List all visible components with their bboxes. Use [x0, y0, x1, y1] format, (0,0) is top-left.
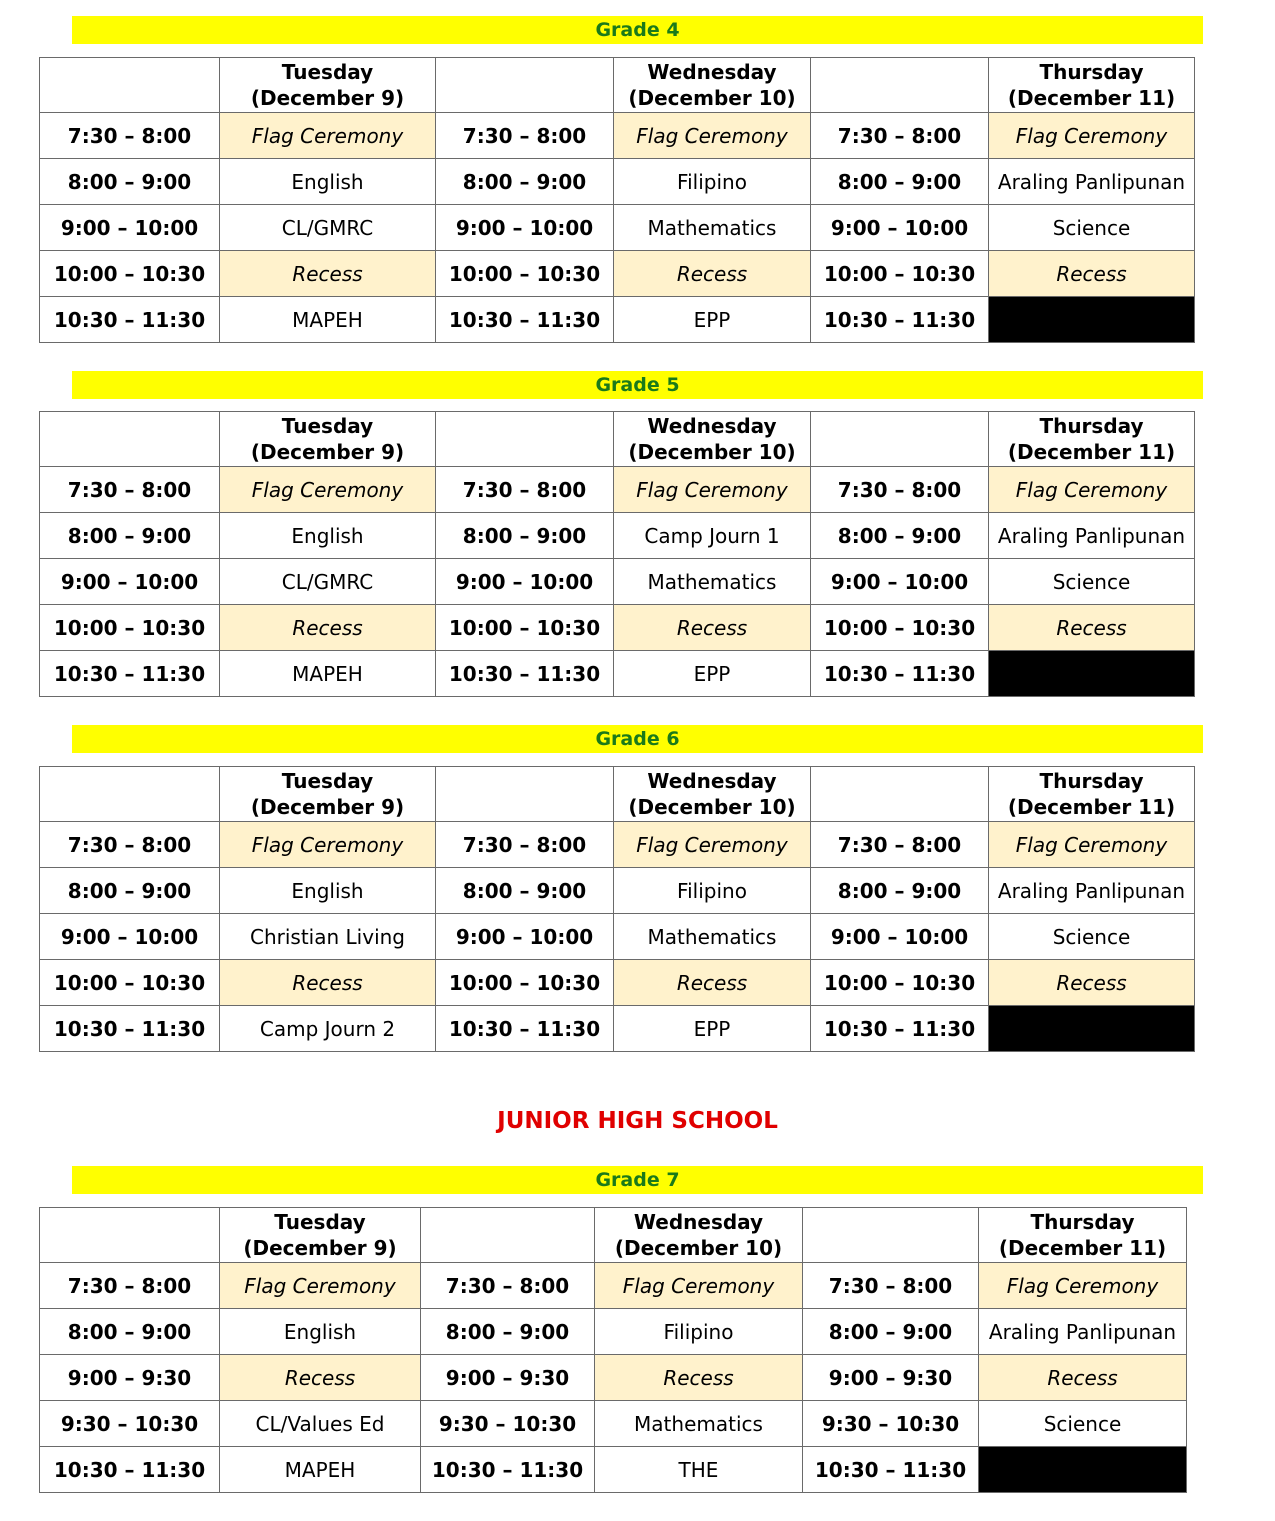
time-slot-cell: 10:30 – 11:30: [811, 1006, 989, 1052]
header-row: [40, 58, 1195, 113]
header-blank-cell: [811, 58, 989, 113]
subject-cell: Filipino: [614, 868, 811, 914]
header-blank-cell: [421, 1208, 595, 1263]
day-header-tuesday: [220, 1208, 421, 1263]
time-slot-cell: 9:00 – 9:30: [803, 1355, 979, 1401]
day-name: Tuesday: [274, 1210, 366, 1234]
day-header-wednesday: [595, 1208, 803, 1263]
break-cell: Recess: [220, 251, 436, 297]
time-slot-cell: 8:00 – 9:00: [436, 159, 614, 205]
time-slot-cell: 10:30 – 11:30: [436, 651, 614, 697]
subject-cell: Mathematics: [595, 1401, 803, 1447]
day-name: Wednesday: [633, 1210, 764, 1234]
subject-cell: CL/GMRC: [220, 205, 436, 251]
subject-cell: MAPEH: [220, 297, 436, 343]
day-name: Thursday: [1039, 60, 1144, 84]
time-slot-cell: 7:30 – 8:00: [40, 467, 220, 513]
time-slot-cell: 10:00 – 10:30: [436, 605, 614, 651]
schedule-row: [40, 113, 1195, 159]
grade-6-banner: Grade 6: [72, 725, 1203, 753]
subject-cell: Science: [989, 205, 1195, 251]
time-slot-cell: 10:30 – 11:30: [811, 651, 989, 697]
break-cell: Flag Ceremony: [595, 1263, 803, 1309]
subject-cell: Araling Panlipunan: [989, 513, 1195, 559]
time-slot-cell: 8:00 – 9:00: [436, 868, 614, 914]
schedule-row: [40, 1263, 1187, 1309]
subject-cell: Science: [989, 559, 1195, 605]
time-slot-cell: 7:30 – 8:00: [40, 113, 220, 159]
subject-cell: Araling Panlipunan: [989, 159, 1195, 205]
header-blank-cell: [436, 412, 614, 467]
time-slot-cell: 7:30 – 8:00: [421, 1263, 595, 1309]
time-slot-cell: 8:00 – 9:00: [421, 1309, 595, 1355]
break-cell: Recess: [989, 251, 1195, 297]
break-cell: Flag Ceremony: [614, 113, 811, 159]
break-cell: Flag Ceremony: [220, 113, 436, 159]
time-slot-cell: 10:30 – 11:30: [436, 1006, 614, 1052]
time-slot-cell: 10:30 – 11:30: [803, 1447, 979, 1493]
break-cell: Recess: [979, 1355, 1187, 1401]
day-header-thursday: [989, 58, 1195, 113]
break-cell: Recess: [614, 605, 811, 651]
subject-cell: Mathematics: [614, 205, 811, 251]
day-header-tuesday: [220, 767, 436, 822]
header-blank-cell: [40, 767, 220, 822]
time-slot-cell: 10:00 – 10:30: [811, 251, 989, 297]
subject-cell: Mathematics: [614, 559, 811, 605]
junior-high-school-heading: JUNIOR HIGH SCHOOL: [497, 1108, 778, 1134]
time-slot-cell: 10:00 – 10:30: [436, 960, 614, 1006]
subject-cell: Filipino: [614, 159, 811, 205]
day-date: (December 9): [250, 86, 405, 110]
grade-5-banner: Grade 5: [72, 371, 1203, 399]
grade-5-schedule-table: [39, 411, 1195, 697]
time-slot-cell: 8:00 – 9:00: [40, 868, 220, 914]
subject-cell: English: [220, 159, 436, 205]
time-slot-cell: 9:00 – 10:00: [811, 559, 989, 605]
grade-7-banner: Grade 7: [72, 1166, 1203, 1194]
time-slot-cell: 7:30 – 8:00: [803, 1263, 979, 1309]
time-slot-cell: 10:00 – 10:30: [811, 605, 989, 651]
schedule-row: [40, 605, 1195, 651]
day-header-thursday: [989, 767, 1195, 822]
schedule-row: [40, 513, 1195, 559]
schedule-row: [40, 251, 1195, 297]
subject-cell: EPP: [614, 1006, 811, 1052]
time-slot-cell: 7:30 – 8:00: [436, 113, 614, 159]
day-name: Tuesday: [281, 414, 374, 438]
time-slot-cell: 9:00 – 10:00: [40, 559, 220, 605]
break-cell: Recess: [614, 251, 811, 297]
header-row: [40, 1208, 1187, 1263]
day-header-thursday: [989, 412, 1195, 467]
time-slot-cell: 8:00 – 9:00: [811, 868, 989, 914]
break-cell: Recess: [220, 960, 436, 1006]
time-slot-cell: 7:30 – 8:00: [811, 113, 989, 159]
header-row: [40, 767, 1195, 822]
break-cell: Flag Ceremony: [220, 1263, 421, 1309]
subject-cell: MAPEH: [220, 1447, 421, 1493]
break-cell: Recess: [220, 1355, 421, 1401]
time-slot-cell: 8:00 – 9:00: [436, 513, 614, 559]
day-date: (December 11): [1007, 440, 1176, 464]
day-name: Tuesday: [281, 769, 374, 793]
break-cell: Recess: [614, 960, 811, 1006]
day-header-wednesday: [614, 412, 811, 467]
subject-cell: CL/GMRC: [220, 559, 436, 605]
time-slot-cell: 9:00 – 10:00: [811, 205, 989, 251]
time-slot-cell: 10:30 – 11:30: [436, 297, 614, 343]
time-slot-cell: 10:00 – 10:30: [436, 251, 614, 297]
schedule-row: [40, 960, 1195, 1006]
schedule-row: [40, 1309, 1187, 1355]
day-header-tuesday: [220, 58, 436, 113]
time-slot-cell: 10:30 – 11:30: [40, 1447, 220, 1493]
time-slot-cell: 10:30 – 11:30: [811, 297, 989, 343]
break-cell: Recess: [989, 960, 1195, 1006]
schedule-row: [40, 868, 1195, 914]
break-cell: Recess: [220, 605, 436, 651]
break-cell: Flag Ceremony: [614, 467, 811, 513]
header-blank-cell: [811, 767, 989, 822]
grade-4-schedule-table: [39, 57, 1195, 343]
break-cell: Recess: [989, 605, 1195, 651]
time-slot-cell: 10:30 – 11:30: [40, 297, 220, 343]
break-cell: Flag Ceremony: [989, 467, 1195, 513]
subject-cell: EPP: [614, 651, 811, 697]
break-cell: Flag Ceremony: [220, 467, 436, 513]
grade-7-schedule-table: [39, 1207, 1187, 1493]
time-slot-cell: 7:30 – 8:00: [436, 467, 614, 513]
time-slot-cell: 9:30 – 10:30: [803, 1401, 979, 1447]
day-date: (December 11): [998, 1236, 1167, 1260]
time-slot-cell: 9:00 – 10:00: [436, 914, 614, 960]
day-header-wednesday: [614, 767, 811, 822]
time-slot-cell: 10:00 – 10:30: [40, 605, 220, 651]
day-date: (December 9): [250, 795, 405, 819]
day-name: Thursday: [1039, 414, 1144, 438]
time-slot-cell: 10:00 – 10:30: [40, 960, 220, 1006]
subject-cell: CL/Values Ed: [220, 1401, 421, 1447]
schedule-row: [40, 822, 1195, 868]
header-blank-cell: [40, 58, 220, 113]
break-cell: Recess: [595, 1355, 803, 1401]
day-name: Wednesday: [647, 414, 777, 438]
schedule-row: [40, 467, 1195, 513]
day-date: (December 9): [250, 440, 405, 464]
schedule-row: [40, 651, 1195, 697]
header-blank-cell: [40, 412, 220, 467]
blocked-cell: [989, 297, 1195, 343]
day-header-thursday: [979, 1208, 1187, 1263]
day-date: (December 9): [243, 1236, 397, 1260]
subject-cell: THE: [595, 1447, 803, 1493]
time-slot-cell: 8:00 – 9:00: [40, 513, 220, 559]
time-slot-cell: 10:00 – 10:30: [811, 960, 989, 1006]
day-name: Tuesday: [281, 60, 374, 84]
schedule-row: [40, 1447, 1187, 1493]
schedule-row: [40, 159, 1195, 205]
time-slot-cell: 9:00 – 10:00: [40, 205, 220, 251]
time-slot-cell: 8:00 – 9:00: [40, 159, 220, 205]
grade-4-banner: Grade 4: [72, 16, 1203, 44]
time-slot-cell: 10:30 – 11:30: [40, 651, 220, 697]
day-date: (December 10): [614, 1236, 783, 1260]
time-slot-cell: 9:00 – 10:00: [436, 205, 614, 251]
schedule-row: [40, 914, 1195, 960]
day-name: Thursday: [1039, 769, 1144, 793]
time-slot-cell: 9:00 – 10:00: [811, 914, 989, 960]
schedule-row: [40, 1355, 1187, 1401]
break-cell: Flag Ceremony: [614, 822, 811, 868]
day-header-tuesday: [220, 412, 436, 467]
blocked-cell: [989, 1006, 1195, 1052]
break-cell: Flag Ceremony: [989, 113, 1195, 159]
time-slot-cell: 7:30 – 8:00: [811, 822, 989, 868]
subject-cell: Araling Panlipunan: [979, 1309, 1187, 1355]
subject-cell: English: [220, 868, 436, 914]
time-slot-cell: 9:30 – 10:30: [421, 1401, 595, 1447]
time-slot-cell: 9:00 – 10:00: [40, 914, 220, 960]
time-slot-cell: 7:30 – 8:00: [40, 1263, 220, 1309]
subject-cell: Mathematics: [614, 914, 811, 960]
time-slot-cell: 7:30 – 8:00: [436, 822, 614, 868]
break-cell: Flag Ceremony: [979, 1263, 1187, 1309]
break-cell: Flag Ceremony: [220, 822, 436, 868]
time-slot-cell: 10:30 – 11:30: [40, 1006, 220, 1052]
schedule-row: [40, 1006, 1195, 1052]
subject-cell: English: [220, 513, 436, 559]
time-slot-cell: 10:30 – 11:30: [421, 1447, 595, 1493]
time-slot-cell: 7:30 – 8:00: [40, 822, 220, 868]
grade-6-schedule-table: [39, 766, 1195, 1052]
subject-cell: MAPEH: [220, 651, 436, 697]
subject-cell: Science: [989, 914, 1195, 960]
time-slot-cell: 8:00 – 9:00: [40, 1309, 220, 1355]
blocked-cell: [979, 1447, 1187, 1493]
header-blank-cell: [40, 1208, 220, 1263]
schedule-row: [40, 1401, 1187, 1447]
day-date: (December 11): [1007, 795, 1176, 819]
schedule-row: [40, 559, 1195, 605]
day-header-wednesday: [614, 58, 811, 113]
day-date: (December 10): [628, 795, 796, 819]
time-slot-cell: 7:30 – 8:00: [811, 467, 989, 513]
day-date: (December 10): [628, 440, 796, 464]
break-cell: Flag Ceremony: [989, 822, 1195, 868]
header-blank-cell: [811, 412, 989, 467]
day-name: Wednesday: [647, 60, 777, 84]
time-slot-cell: 8:00 – 9:00: [803, 1309, 979, 1355]
schedule-row: [40, 297, 1195, 343]
blocked-cell: [989, 651, 1195, 697]
time-slot-cell: 9:00 – 9:30: [421, 1355, 595, 1401]
day-name: Wednesday: [647, 769, 777, 793]
header-blank-cell: [436, 767, 614, 822]
subject-cell: Filipino: [595, 1309, 803, 1355]
subject-cell: Science: [979, 1401, 1187, 1447]
time-slot-cell: 9:30 – 10:30: [40, 1401, 220, 1447]
time-slot-cell: 9:00 – 9:30: [40, 1355, 220, 1401]
subject-cell: Camp Journ 2: [220, 1006, 436, 1052]
subject-cell: Araling Panlipunan: [989, 868, 1195, 914]
header-row: [40, 412, 1195, 467]
header-blank-cell: [803, 1208, 979, 1263]
subject-cell: Camp Journ 1: [614, 513, 811, 559]
subject-cell: Christian Living: [220, 914, 436, 960]
time-slot-cell: 8:00 – 9:00: [811, 513, 989, 559]
subject-cell: EPP: [614, 297, 811, 343]
subject-cell: English: [220, 1309, 421, 1355]
time-slot-cell: 10:00 – 10:30: [40, 251, 220, 297]
time-slot-cell: 8:00 – 9:00: [811, 159, 989, 205]
day-date: (December 11): [1007, 86, 1176, 110]
time-slot-cell: 9:00 – 10:00: [436, 559, 614, 605]
day-name: Thursday: [1030, 1210, 1135, 1234]
header-blank-cell: [436, 58, 614, 113]
schedule-row: [40, 205, 1195, 251]
day-date: (December 10): [628, 86, 796, 110]
